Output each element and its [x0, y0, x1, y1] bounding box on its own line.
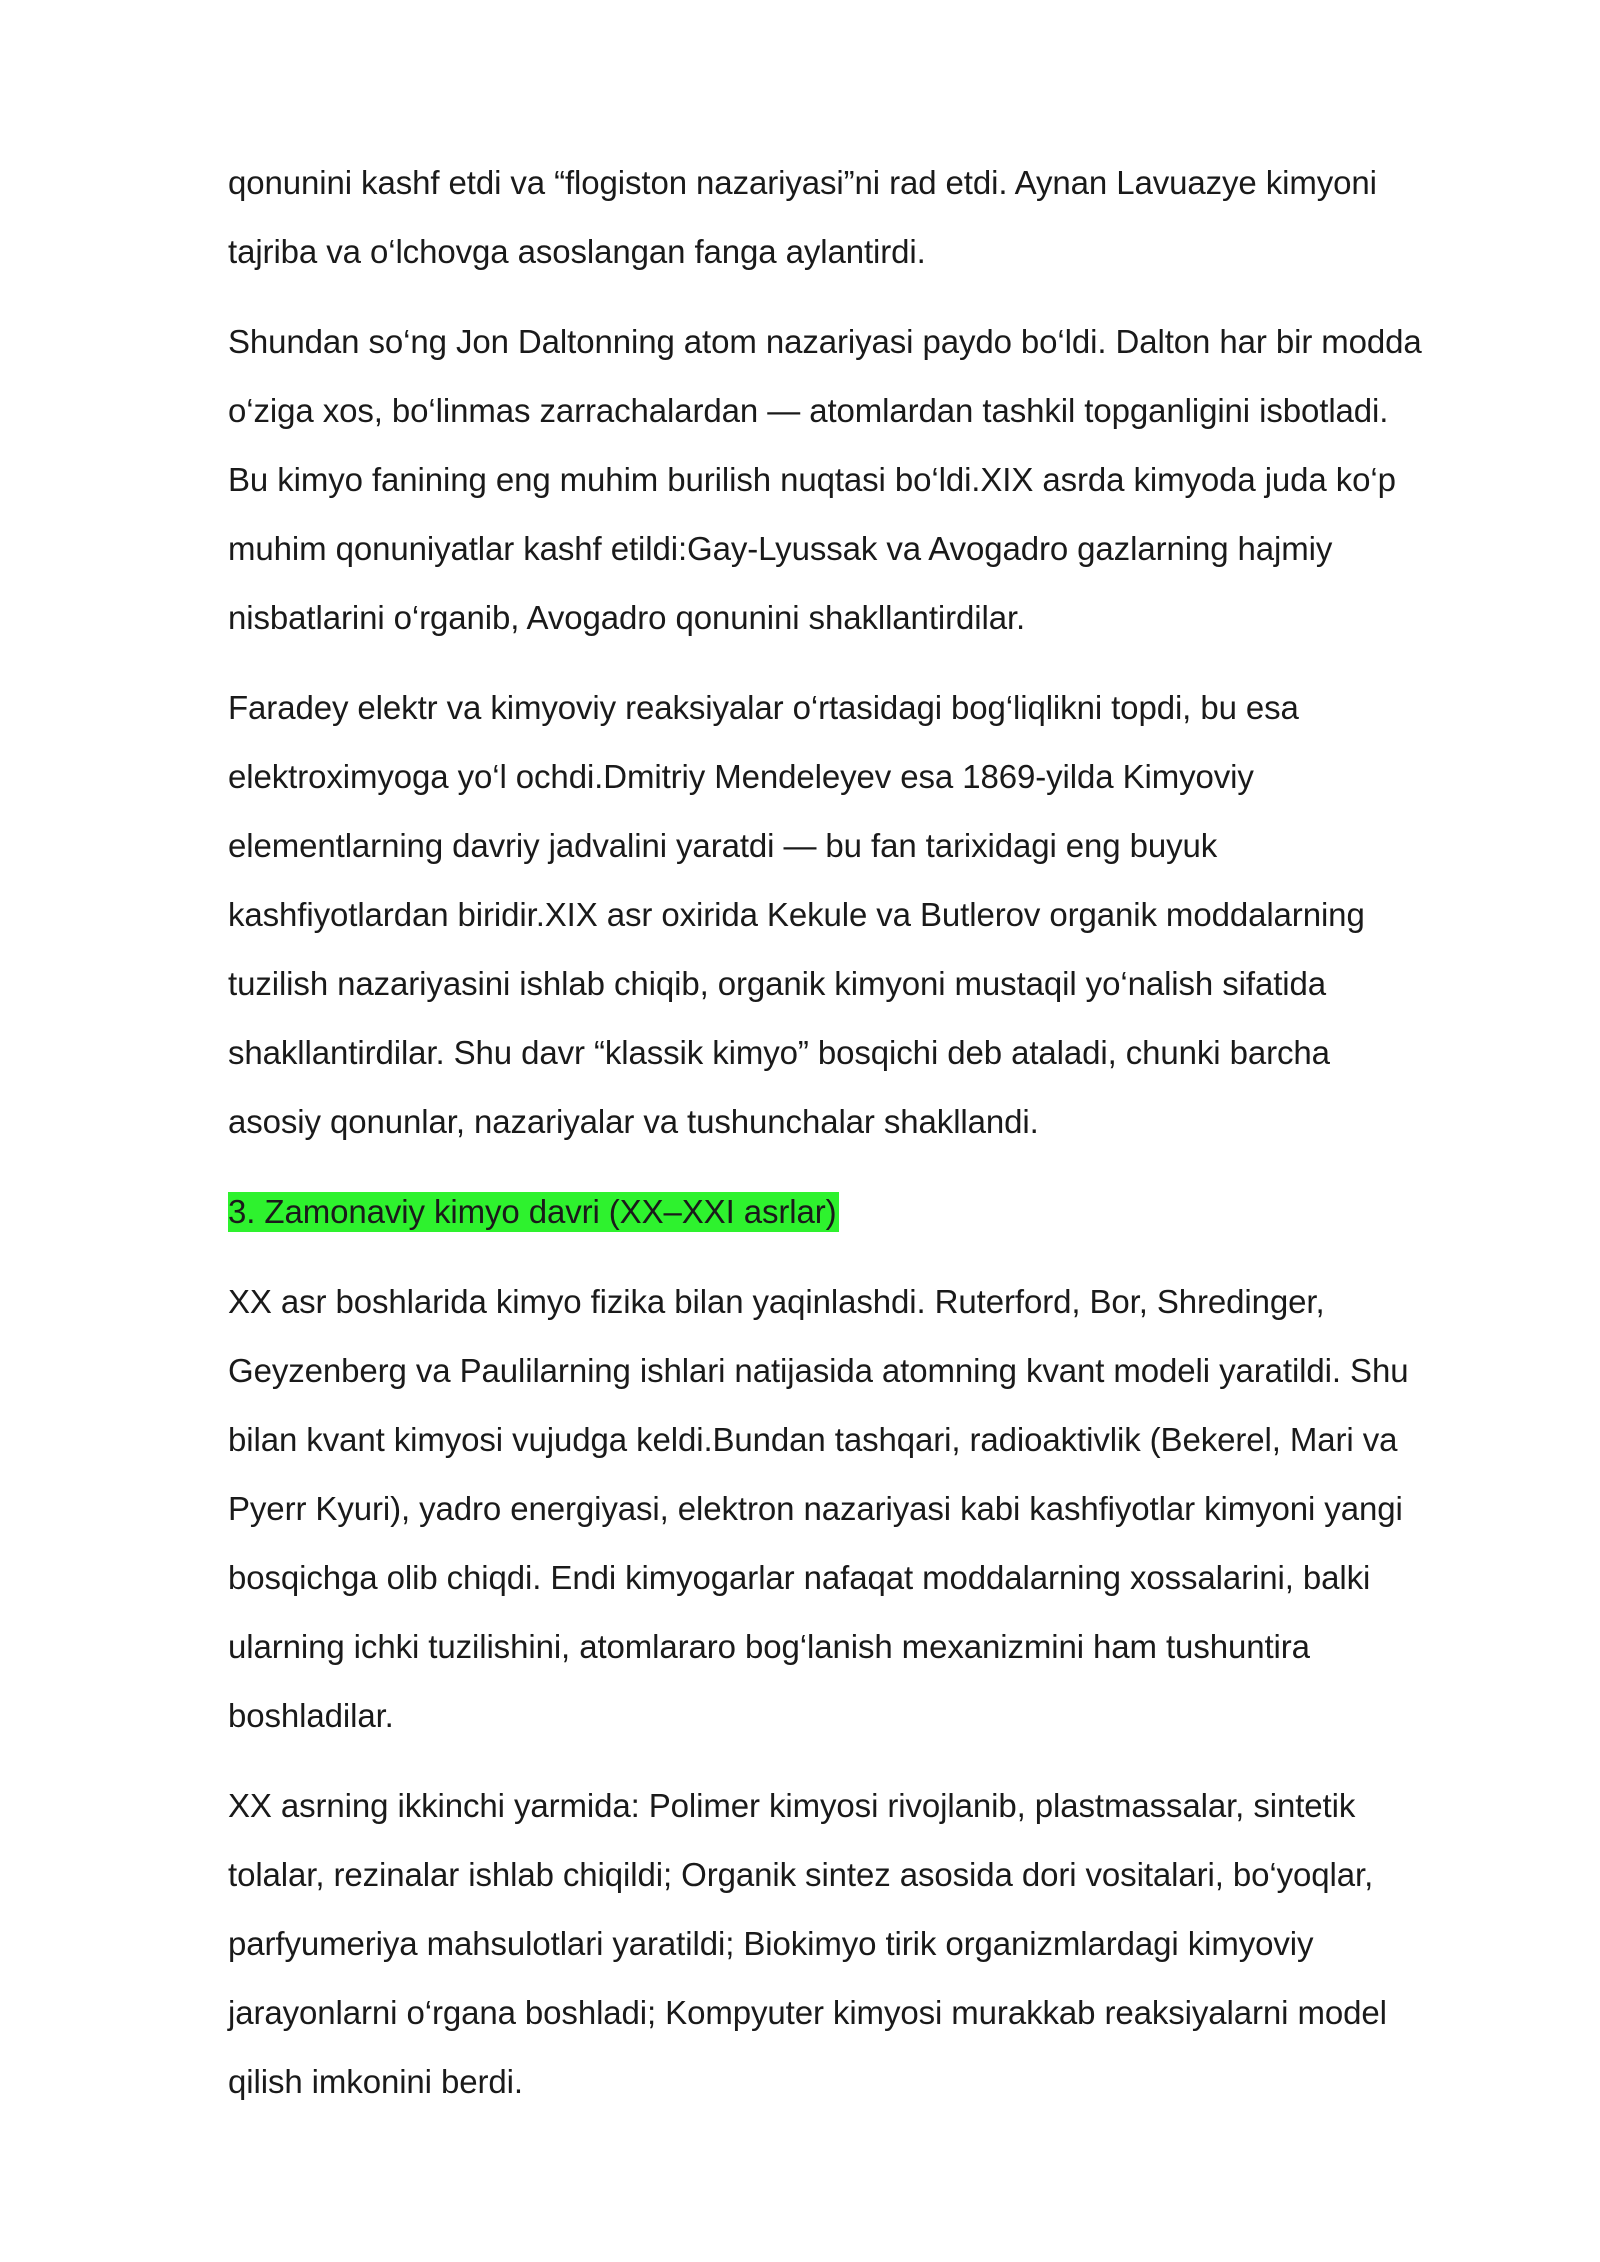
document-body	[228, 148, 1488, 2137]
text-line: Faradey elektr va kimyoviy reaksiyalar o‘rtasidagi bog‘liqlikni topdi, bu esa	[228, 689, 1299, 726]
text-line: elektroximyoga yo‘l ochdi.Dmitriy Mendeleyev esa 1869-yilda Kimyoviy	[228, 758, 1254, 795]
paragraph-quantum	[228, 1267, 1488, 1750]
text-line: qonunini kashf etdi va “flogiston nazariyasi”ni rad etdi. Aynan Lavuazye kimyoni	[228, 164, 1377, 201]
text-line: tajriba va o‘lchovga asoslangan fanga aylantirdi.	[228, 233, 926, 270]
text-line: tolalar, rezinalar ishlab chiqildi; Organik sintez asosida dori vositalari, bo‘yoqlar,	[228, 1856, 1374, 1893]
text-line: qilish imkonini berdi.	[228, 2063, 523, 2100]
paragraph-second-half	[228, 1771, 1488, 2116]
text-line: elementlarning davriy jadvalini yaratdi — bu fan tarixidagi eng buyuk	[228, 827, 1218, 864]
text-line: asosiy qonunlar, nazariyalar va tushunchalar shakllandi.	[228, 1103, 1039, 1140]
text-line: nisbatlarini o‘rganib, Avogadro qonunini shakllantirdilar.	[228, 599, 1026, 636]
text-line: tuzilish nazariyasini ishlab chiqib, organik kimyoni mustaqil yo‘nalish sifatida	[228, 965, 1327, 1002]
text-line: o‘ziga xos, bo‘linmas zarrachalardan — atomlardan tashkil topganligini isbotladi.	[228, 392, 1389, 429]
section-heading	[228, 1177, 1488, 1246]
heading-highlight: 3. Zamonaviy kimyo davri (XX–XXI asrlar)	[228, 1193, 837, 1230]
paragraph-faraday	[228, 673, 1488, 1156]
text-line: Bu kimyo fanining eng muhim burilish nuqtasi bo‘ldi.XIX asrda kimyoda juda ko‘p	[228, 461, 1396, 498]
text-line: parfyumeriya mahsulotlari yaratildi; Biokimyo tirik organizmlardagi kimyoviy	[228, 1925, 1314, 1962]
text-line: jarayonlarni o‘rgana boshladi; Kompyuter kimyosi murakkab reaksiyalarni model	[228, 1994, 1387, 2031]
text-line: bilan kvant kimyosi vujudga keldi.Bundan tashqari, radioaktivlik (Bekerel, Mari va	[228, 1421, 1398, 1458]
text-line: boshladilar.	[228, 1697, 394, 1734]
text-line: Geyzenberg va Paulilarning ishlari natijasida atomning kvant modeli yaratildi. Shu	[228, 1352, 1409, 1389]
text-line: shakllantirdilar. Shu davr “klassik kimyo” bosqichi deb ataladi, chunki barcha	[228, 1034, 1330, 1071]
text-line: ularning ichki tuzilishini, atomlararo bog‘lanish mexanizmini ham tushuntira	[228, 1628, 1310, 1665]
text-line: Pyerr Kyuri), yadro energiyasi, elektron nazariyasi kabi kashfiyotlar kimyoni yangi	[228, 1490, 1403, 1527]
text-line: kashfiyotlardan biridir.XIX asr oxirida Kekule va Butlerov organik moddalarning	[228, 896, 1365, 933]
text-line: muhim qonuniyatlar kashf etildi:Gay-Lyussak va Avogadro gazlarning hajmiy	[228, 530, 1333, 567]
heading-line	[228, 1177, 1488, 1246]
text-line: XX asr boshlarida kimyo fizika bilan yaqinlashdi. Ruterford, Bor, Shredinger,	[228, 1283, 1325, 1320]
paragraph-lavoisier	[228, 148, 1488, 286]
text-line: XX asrning ikkinchi yarmida: Polimer kimyosi rivojlanib, plastmassalar, sintetik	[228, 1787, 1356, 1824]
text-line: Shundan so‘ng Jon Daltonning atom nazariyasi paydo bo‘ldi. Dalton har bir modda	[228, 323, 1422, 360]
text-line: bosqichga olib chiqdi. Endi kimyogarlar nafaqat moddalarning xossalarini, balki	[228, 1559, 1371, 1596]
paragraph-dalton	[228, 307, 1488, 652]
